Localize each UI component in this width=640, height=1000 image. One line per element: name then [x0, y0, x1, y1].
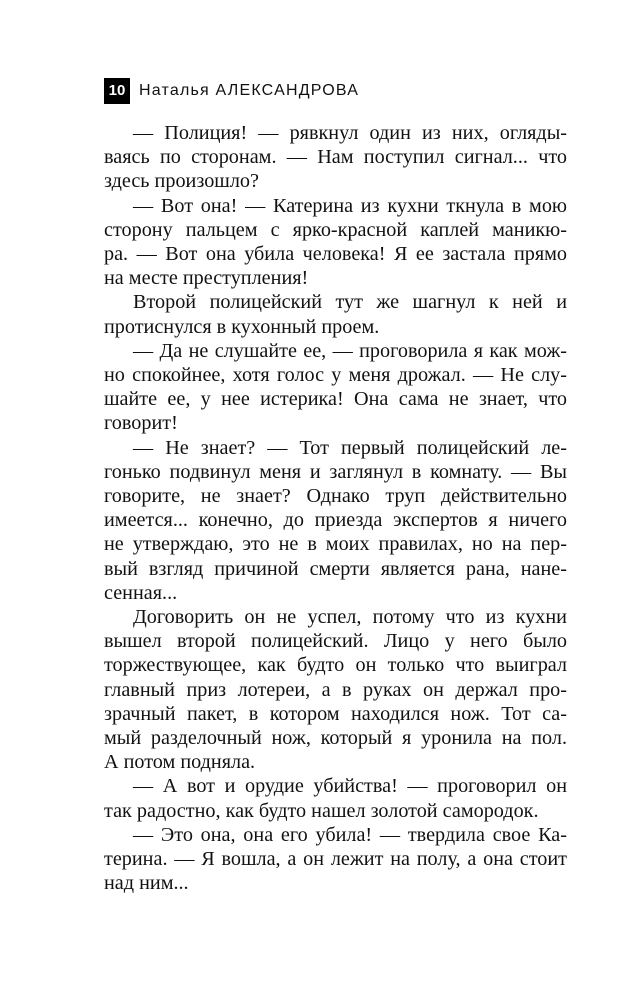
text-line: гонько подвинул меня и заглянул в комнату. — Вы — [104, 460, 567, 483]
text-line: говорит! — [104, 412, 178, 435]
page-number: 10 — [104, 78, 130, 104]
paragraph — [104, 290, 567, 338]
page-body — [104, 121, 567, 896]
text-line: над ним... — [104, 872, 189, 895]
text-line: — Не знает? — Тот первый полицейский ле- — [133, 436, 567, 459]
paragraph — [104, 339, 567, 436]
text-line: мый разделочный нож, который я уронила на пол. — [104, 727, 567, 750]
text-line: — Полиция! — рявкнул один из них, огляды- — [133, 122, 567, 144]
text-line: терина. — Я вошла, а он лежит на полу, а она стоит — [104, 848, 567, 871]
text-line: ваясь по сторонам. — Нам поступил сигнал... что — [104, 146, 567, 169]
text-line: сторону пальцем с ярко-красной каплей маникю- — [104, 218, 567, 241]
text-line: А потом подняла. — [104, 751, 256, 774]
text-line: — А вот и орудие убийства! — проговорил он — [133, 775, 567, 798]
running-head: Наталья АЛЕКСАНДРОВА — [139, 82, 360, 99]
text-line: так радостно, как будто нашел золотой самородок. — [104, 799, 539, 822]
running-header — [104, 78, 359, 104]
paragraph — [104, 194, 567, 291]
text-line: — Это она, она его убила! — твердила свое Ка- — [133, 823, 567, 846]
text-line: торжествующее, как будто он только что выиграл — [104, 654, 567, 677]
text-line: вышел второй полицейский. Лицо у него было — [104, 630, 567, 653]
text-line: ра. — Вот она убила человека! Я ее застала прямо — [104, 243, 567, 266]
text-line: имеется... конечно, до приезда экспертов я ничего — [104, 509, 567, 532]
text-line: шайте ее, у нее истерика! Она сама не знает, что — [104, 388, 567, 411]
text-line: протиснулся в кухонный проем. — [104, 315, 380, 338]
text-line: здесь произошло? — [104, 170, 259, 193]
paragraph — [104, 436, 567, 605]
text-line: вый взгляд причиной смерти является рана, нане- — [104, 557, 567, 580]
text-line: не утверждаю, это не в моих правилах, но на пер- — [104, 533, 567, 556]
text-line: зрачный пакет, в котором находился нож. Тот са- — [104, 702, 567, 725]
text-line: но спокойнее, хотя голос у меня дрожал. — Не слу- — [104, 364, 567, 387]
text-line: сенная... — [104, 581, 178, 604]
text-line: на месте преступления! — [104, 267, 309, 290]
paragraph — [104, 774, 567, 822]
paragraph — [104, 605, 567, 774]
text-line: — Да не слушайте ее, — проговорила я как мож- — [133, 339, 567, 362]
text-line: Второй полицейский тут же шагнул к ней и — [133, 291, 567, 314]
text-line: главный приз лотереи, а в руках он держал про- — [104, 678, 567, 701]
text-line: говорите, не знает? Однако труп действительно — [104, 485, 567, 508]
paragraph — [104, 823, 567, 896]
text-line: — Вот она! — Катерина из кухни ткнула в мою — [133, 194, 567, 217]
paragraph — [104, 121, 567, 194]
text-line: Договорить он не успел, потому что из кухни — [133, 606, 567, 629]
